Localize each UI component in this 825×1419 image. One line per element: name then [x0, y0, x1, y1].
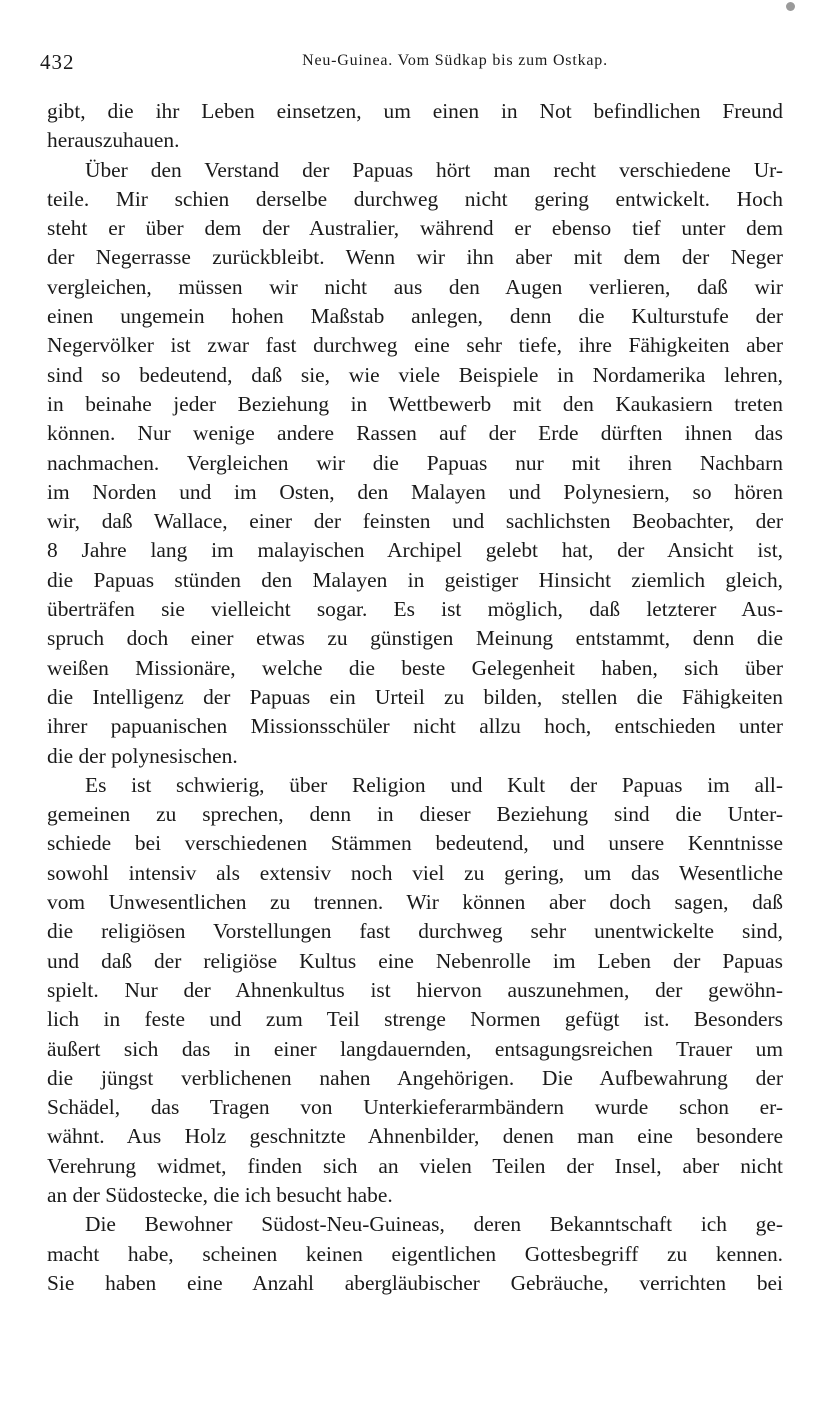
text-line: Schädel, das Tragen von Unterkieferarmbändern wurde schon er-: [47, 1095, 783, 1120]
text-line: an der Südostecke, die ich besucht habe.: [47, 1182, 393, 1207]
text-line: Negervölker ist zwar fast durchweg eine sehr tiefe, ihre Fähigkeiten aber: [47, 333, 783, 358]
text-line: und daß der religiöse Kultus eine Nebenrolle im Leben der Papuas: [47, 948, 783, 973]
text-line: gibt, die ihr Leben einsetzen, um einen in Not befindlichen Freund: [47, 99, 783, 123]
text-line: die Papuas stünden den Malayen in geistiger Hinsicht ziemlich gleich,: [47, 567, 783, 592]
text-line: überträfen sie vielleicht sogar. Es ist möglich, daß letzterer Aus-: [47, 597, 783, 622]
text-line: wir, daß Wallace, einer der feinsten und sachlichsten Beobachter, der: [47, 509, 783, 534]
text-line: teile. Mir schien derselbe durchweg nicht gering entwickelt. Hoch: [47, 186, 783, 211]
text-line: einen ungemein hohen Maßstab anlegen, denn die Kulturstufe der: [47, 304, 783, 329]
text-line: die Intelligenz der Papuas ein Urteil zu bilden, stellen die Fähigkeiten: [47, 684, 783, 709]
text-line: Sie haben eine Anzahl abergläubischer Gebräuche, verrichten bei: [47, 1270, 783, 1295]
text-line: die religiösen Vorstellungen fast durchweg sehr unentwickelte sind,: [47, 919, 783, 944]
text-line: herauszuhauen.: [47, 128, 180, 153]
text-line: Verehrung widmet, finden sich an vielen Teilen der Insel, aber nicht: [47, 1153, 783, 1178]
running-head: Neu-Guinea. Vom Südkap bis zum Ostkap.: [302, 52, 608, 69]
text-line: 8 Jahre lang im malayischen Archipel gelebt hat, der Ansicht ist,: [47, 538, 783, 563]
text-line: schiede bei verschiedenen Stämmen bedeutend, und unsere Kenntnisse: [47, 831, 783, 856]
text-line: macht habe, scheinen keinen eigentlichen Gottesbegriff zu kennen.: [47, 1241, 783, 1266]
text-line: Die Bewohner Südost-Neu-Guineas, deren Bekanntschaft ich ge-: [85, 1212, 783, 1237]
body-text: [47, 97, 783, 1298]
text-line: lich in feste und zum Teil strenge Normen gefügt ist. Besonders: [47, 1007, 783, 1032]
text-line: steht er über dem der Australier, während er ebenso tief unter dem: [47, 216, 783, 241]
text-line: Es ist schwierig, über Religion und Kult der Papuas im all-: [85, 772, 783, 797]
text-line: nachmachen. Vergleichen wir die Papuas nur mit ihren Nachbarn: [47, 450, 783, 475]
page-header: [40, 48, 780, 72]
text-line: der Negerrasse zurückbleibt. Wenn wir ihn aber mit dem der Neger: [47, 245, 783, 270]
text-line: vom Unwesentlichen zu trennen. Wir können aber doch sagen, daß: [47, 890, 783, 915]
text-line: weißen Missionäre, welche die beste Gelegenheit haben, sich über: [47, 655, 783, 680]
text-line: in beinahe jeder Beziehung in Wettbewerb mit den Kaukasiern treten: [47, 391, 783, 416]
text-line: im Norden und im Osten, den Malayen und Polynesiern, so hören: [47, 479, 783, 504]
text-line: äußert sich das in einer langdauernden, entsagungsreichen Trauer um: [47, 1036, 783, 1061]
text-line: ihrer papuanischen Missionsschüler nicht allzu hoch, entschieden unter: [47, 714, 783, 739]
text-line: sind so bedeutend, daß sie, wie viele Beispiele in Nordamerika lehren,: [47, 362, 783, 387]
text-line: wähnt. Aus Holz geschnitzte Ahnenbilder, denen man eine besondere: [47, 1124, 783, 1149]
text-line: die der polynesischen.: [47, 743, 238, 768]
text-line: Über den Verstand der Papuas hört man recht verschiedene Ur-: [85, 157, 783, 182]
text-line: spielt. Nur der Ahnenkultus ist hiervon auszunehmen, der gewöhn-: [47, 977, 783, 1002]
page-number: 432: [40, 50, 75, 74]
text-line: die jüngst verblichenen nahen Angehörigen. Die Aufbewahrung der: [47, 1065, 783, 1090]
text-line: spruch doch einer etwas zu günstigen Meinung entstammt, denn die: [47, 626, 783, 651]
text-line: sowohl intensiv als extensiv noch viel zu gering, um das Wesentliche: [47, 860, 783, 885]
text-line: können. Nur wenige andere Rassen auf der Erde dürften ihnen das: [47, 421, 783, 446]
ink-speck: [786, 2, 795, 11]
text-line: gemeinen zu sprechen, denn in dieser Beziehung sind die Unter-: [47, 802, 783, 827]
text-line: vergleichen, müssen wir nicht aus den Augen verlieren, daß wir: [47, 274, 783, 299]
